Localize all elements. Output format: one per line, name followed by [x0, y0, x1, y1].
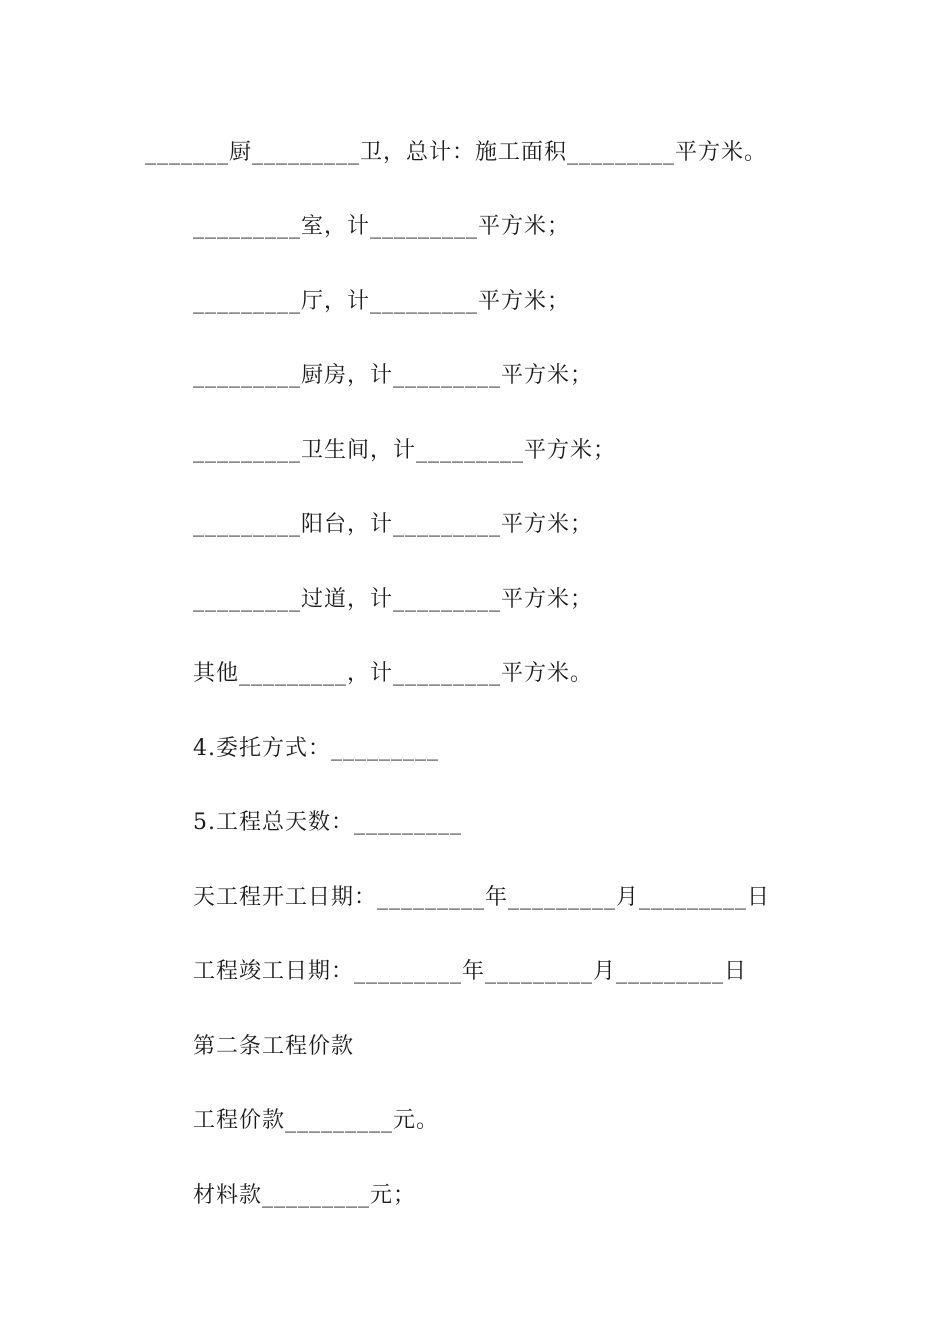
corridor-area-line: _________过道，计_________平方米；: [193, 587, 594, 612]
room-area-line: _________室，计_________平方米；: [193, 214, 571, 239]
balcony-area-line: _________阳台，计_________平方米；: [193, 512, 594, 537]
other-area-line: 其他_________，计_________平方米。: [193, 661, 594, 686]
commission-method-line: 4.委托方式：_________: [193, 736, 439, 761]
material-cost-line: 材料款_________元；: [193, 1183, 417, 1208]
article-two-heading: 第二条工程价款: [193, 1034, 355, 1059]
bathroom-area-line: _________卫生间，计_________平方米；: [193, 438, 617, 463]
hall-area-line: _________厅，计_________平方米；: [193, 289, 571, 314]
project-price-line: 工程价款_________元。: [193, 1108, 440, 1133]
kitchen-area-line: _________厨房，计_________平方米；: [193, 363, 594, 388]
area-summary-line: _______厨_________卫，总计：施工面积_________平方米。: [145, 140, 768, 165]
completion-date-line: 工程竣工日期：_________年_________月_________日: [193, 959, 748, 984]
total-days-line: 5.工程总天数：_________: [193, 810, 462, 835]
start-date-line: 天工程开工日期：_________年_________月_________日: [193, 885, 771, 910]
